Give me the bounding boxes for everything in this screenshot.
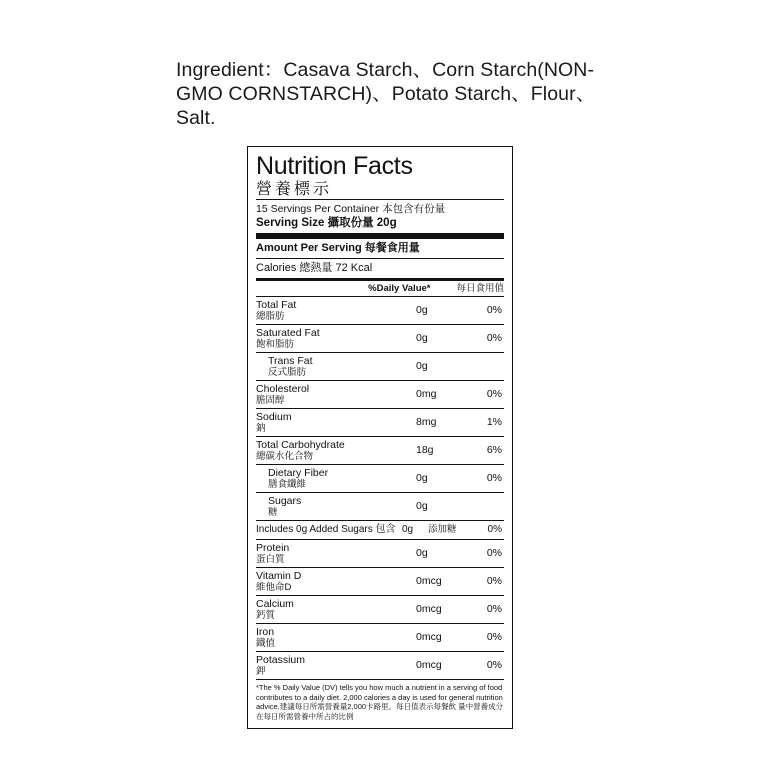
table-row — [256, 437, 504, 465]
nutrient-name-cn: 鈣質 — [256, 610, 276, 621]
calories-row: Calories 總熱量 72 Kcal — [256, 262, 373, 274]
nutrient-amount: 0g — [416, 332, 428, 344]
nutrient-name-cn: 總碳水化合物 — [256, 451, 314, 462]
nutrition-facts-title: Nutrition Facts — [256, 152, 413, 180]
table-row — [256, 540, 504, 568]
nutrient-amount: 0g — [416, 547, 428, 559]
servings-per-container: 15 Servings Per Container 本包含有份量 — [256, 203, 446, 215]
nutrient-name — [256, 411, 416, 434]
nutrient-daily-value: 0% — [486, 575, 502, 587]
nutrient-name-cn: 飽和脂肪 — [256, 339, 295, 350]
nutrient-daily-value — [468, 355, 504, 360]
nutrient-name-en: Vitamin D — [256, 570, 302, 582]
table-row — [256, 624, 504, 652]
table-row — [256, 409, 504, 437]
nutrient-amount: 8mg — [416, 416, 437, 428]
added-sugars-amount: 0g — [402, 524, 414, 535]
added-sugars-label: Includes 0g Added Sugars 包含 — [256, 524, 396, 535]
nutrient-name — [256, 439, 416, 462]
footnote — [256, 680, 504, 722]
nutrient-name — [256, 495, 416, 518]
nutrient-name — [256, 626, 416, 649]
nutrient-daily-value: 6% — [486, 444, 502, 456]
nutrient-daily-value: 0% — [486, 631, 502, 643]
added-sugars-label-cn: 添加糖 — [428, 524, 457, 535]
table-row — [256, 465, 504, 493]
nutrient-name — [256, 654, 416, 677]
nutrient-name-cn: 反式脂肪 — [268, 367, 307, 378]
nutrient-name-en: Saturated Fat — [256, 327, 320, 339]
nutrient-name-en: Sugars — [268, 495, 302, 507]
nutrient-name-cn: 膳食纖維 — [268, 479, 307, 490]
nutrient-name-en: Total Carbohydrate — [256, 439, 345, 451]
nutrition-facts-panel — [247, 146, 513, 729]
nutrient-name-en: Total Fat — [256, 299, 297, 311]
nutrient-name — [256, 598, 416, 621]
nutrient-name-en: Dietary Fiber — [268, 467, 329, 479]
nutrient-name-en: Cholesterol — [256, 383, 310, 395]
added-sugars-row — [256, 521, 504, 540]
nutrient-name-cn: 鉀 — [256, 666, 266, 677]
nutrient-amount: 0g — [416, 304, 428, 316]
nutrient-amount: 0mg — [416, 388, 437, 400]
nutrient-daily-value: 0% — [486, 388, 502, 400]
nutrient-amount: 0g — [416, 360, 428, 372]
nutrient-name — [256, 467, 416, 490]
table-row — [256, 596, 504, 624]
table-row — [256, 325, 504, 353]
nutrient-name — [256, 299, 416, 322]
nutrient-name — [256, 542, 416, 565]
nutrition-facts-title-chinese: 營養標示 — [256, 181, 333, 198]
nutrient-amount: 18g — [416, 444, 434, 456]
table-row — [256, 568, 504, 596]
daily-value-header — [256, 281, 504, 296]
nutrient-daily-value: 0% — [486, 547, 502, 559]
nutrient-name — [256, 327, 416, 350]
nutrient-name-en: Trans Fat — [268, 355, 313, 367]
footnote-cn: 量中營養成分在每日所需營養中所占的比例 — [256, 702, 504, 722]
nutrient-daily-value: 0% — [486, 603, 502, 615]
nutrient-daily-value: 1% — [486, 416, 502, 428]
nutrient-name — [256, 570, 416, 593]
nutrient-name-cn: 鈉 — [256, 423, 266, 434]
table-row — [256, 493, 504, 521]
nutrient-daily-value: 0% — [486, 659, 502, 671]
nutrient-name-en: Sodium — [256, 411, 292, 423]
nutrient-amount: 0mcg — [416, 603, 442, 615]
daily-value-header-en: %Daily Value* — [368, 283, 431, 294]
amount-per-serving: Amount Per Serving 每餐食用量 — [256, 242, 420, 254]
table-row — [256, 353, 504, 381]
nutrient-amount: 0g — [416, 500, 428, 512]
nutrient-daily-value: 0% — [486, 332, 502, 344]
added-sugars-daily-value: 0% — [487, 524, 502, 535]
nutrient-name-cn: 維他命D — [256, 582, 292, 593]
nutrient-name-cn: 糖 — [268, 507, 278, 518]
nutrient-daily-value: 0% — [486, 304, 502, 316]
nutrient-amount: 0mcg — [416, 575, 442, 587]
nutrient-name-cn: 蛋白質 — [256, 554, 285, 565]
ingredient-statement: Ingredient：Casava Starch、Corn Starch(NON-GMO CORNSTARCH)、Potato Starch、Flour、Salt. — [176, 59, 596, 129]
table-row — [256, 381, 504, 409]
nutrient-name-cn: 總脂肪 — [256, 311, 285, 322]
nutrient-amount: 0mcg — [416, 631, 442, 643]
divider-under-title — [256, 199, 504, 200]
nutrient-name — [256, 383, 416, 406]
nutrient-name-en: Potassium — [256, 654, 306, 666]
table-row — [256, 297, 504, 325]
nutrient-daily-value — [468, 495, 504, 500]
nutrient-name-en: Calcium — [256, 598, 294, 610]
serving-size: Serving Size 攝取份量 20g — [256, 217, 397, 229]
nutrient-name-en: Iron — [256, 626, 275, 638]
table-row — [256, 652, 504, 680]
nutrient-daily-value: 0% — [486, 472, 502, 484]
nutrient-name-en: Protein — [256, 542, 290, 554]
nutrient-name-cn: 鐵值 — [256, 638, 276, 649]
nutrient-amount: 0mcg — [416, 659, 442, 671]
footnote-en: *The % Daily Value (DV) tells you how much a nutrient in a serving of food contributes to a daily diet. 2,000 calories a day is used for general nutrition advice.建議每日所需營養量2,000卡路里。每日值表示每餐飲 — [256, 683, 503, 712]
nutrient-amount: 0g — [416, 472, 428, 484]
daily-value-header-cn: 每日食用值 — [456, 283, 504, 294]
nutrient-name-cn: 膽固醇 — [256, 395, 285, 406]
nutrient-name — [256, 355, 416, 378]
